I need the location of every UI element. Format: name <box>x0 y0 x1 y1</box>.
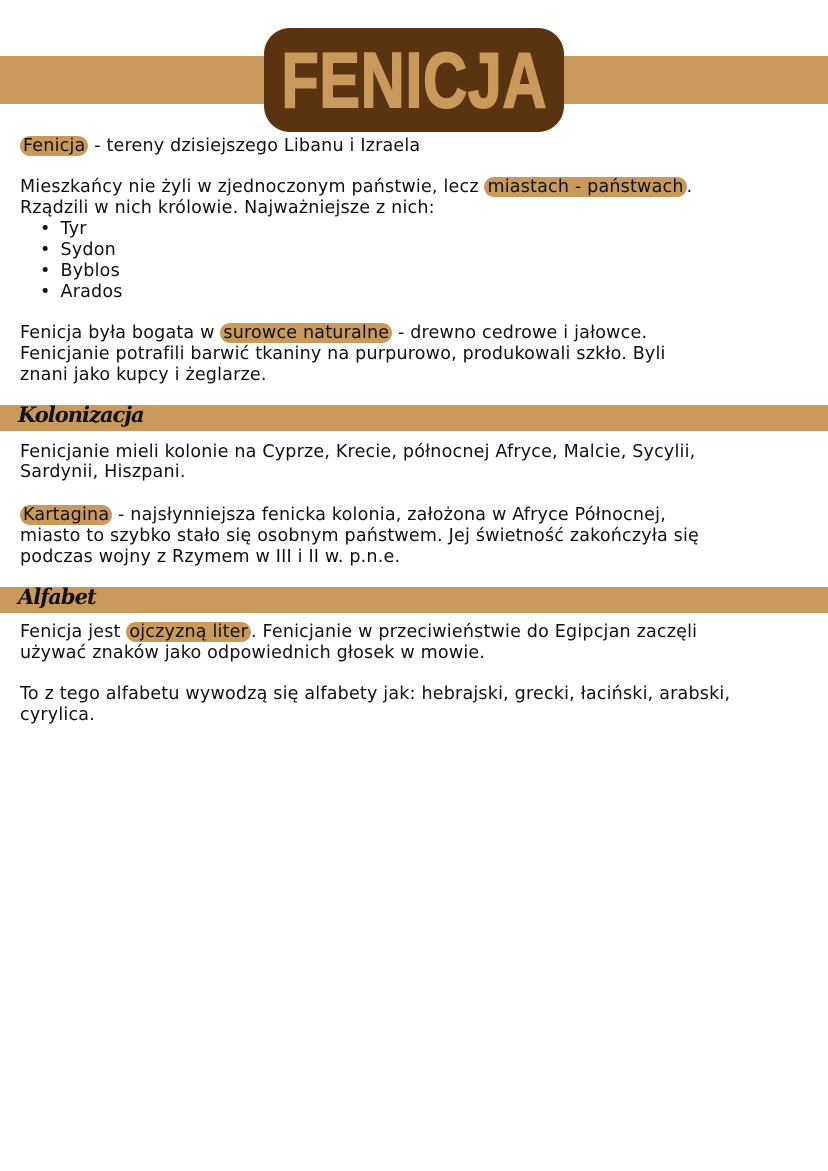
resources-line-3: znani jako kupcy i żeglarze. <box>20 365 267 385</box>
text: . Fenicjanie w przeciwieństwie do Egipcjan zaczęli <box>251 622 698 642</box>
resources-line-2: Fenicjanie potrafili barwić tkaniny na purpurowo, produkowali szkło. Byli <box>20 344 666 364</box>
alphabet-line-1 <box>20 621 697 643</box>
highlight: surowce naturalne <box>220 323 392 343</box>
section-band <box>0 587 828 613</box>
title-badge <box>264 28 564 132</box>
list-item: • Arados <box>40 281 123 303</box>
alphabet-line-3: To z tego alfabetu wywodzą się alfabety jak: hebrajski, grecki, łaciński, arabski, <box>20 684 731 704</box>
list-item: • Tyr <box>40 218 87 240</box>
highlight: ojczyzną liter <box>126 622 251 642</box>
section-heading-kolonizacja: Kolonizacja <box>18 402 144 427</box>
page-title: FENICJA <box>281 35 547 124</box>
highlight: Fenicja <box>20 136 88 156</box>
text: Fenicja była bogata w <box>20 323 221 343</box>
list-item: • Byblos <box>40 260 120 282</box>
list-item: • Sydon <box>40 239 116 261</box>
cities-line-2: Rządzili w nich królowie. Najważniejsze z nich: <box>20 198 435 218</box>
colonization-line-2: Sardynii, Hiszpani. <box>20 462 186 482</box>
highlight: Kartagina <box>20 505 112 525</box>
text: . <box>686 177 693 197</box>
colonization-line-1: Fenicjanie mieli kolonie na Cyprze, Krecie, północnej Afryce, Malcie, Sycylii, <box>20 442 696 462</box>
cities-line-1 <box>20 176 692 198</box>
text: Mieszkańcy nie żyli w zjednoczonym państwie, lecz <box>20 177 485 197</box>
resources-line-1 <box>20 322 647 344</box>
text: - najsłynniejsza fenicka kolonia, założona w Afryce Północnej, <box>112 505 666 525</box>
kartagina-line-3: podczas wojny z Rzymem w III i II w. p.n.e. <box>20 547 401 567</box>
text: - drewno cedrowe i jałowce. <box>392 323 648 343</box>
kartagina-line-1 <box>20 504 666 526</box>
text: Fenicja jest <box>20 622 127 642</box>
kartagina-line-2: miasto to szybko stało się osobnym państwem. Jej świetność zakończyła się <box>20 526 700 546</box>
alphabet-line-4: cyrylica. <box>20 705 95 725</box>
alphabet-line-2: używać znaków jako odpowiednich głosek w mowie. <box>20 643 486 663</box>
text: - tereny dzisiejszego Libanu i Izraela <box>88 136 421 156</box>
highlight: miastach - państwach <box>484 177 686 197</box>
intro-line <box>20 135 420 157</box>
section-heading-alfabet: Alfabet <box>18 584 96 609</box>
